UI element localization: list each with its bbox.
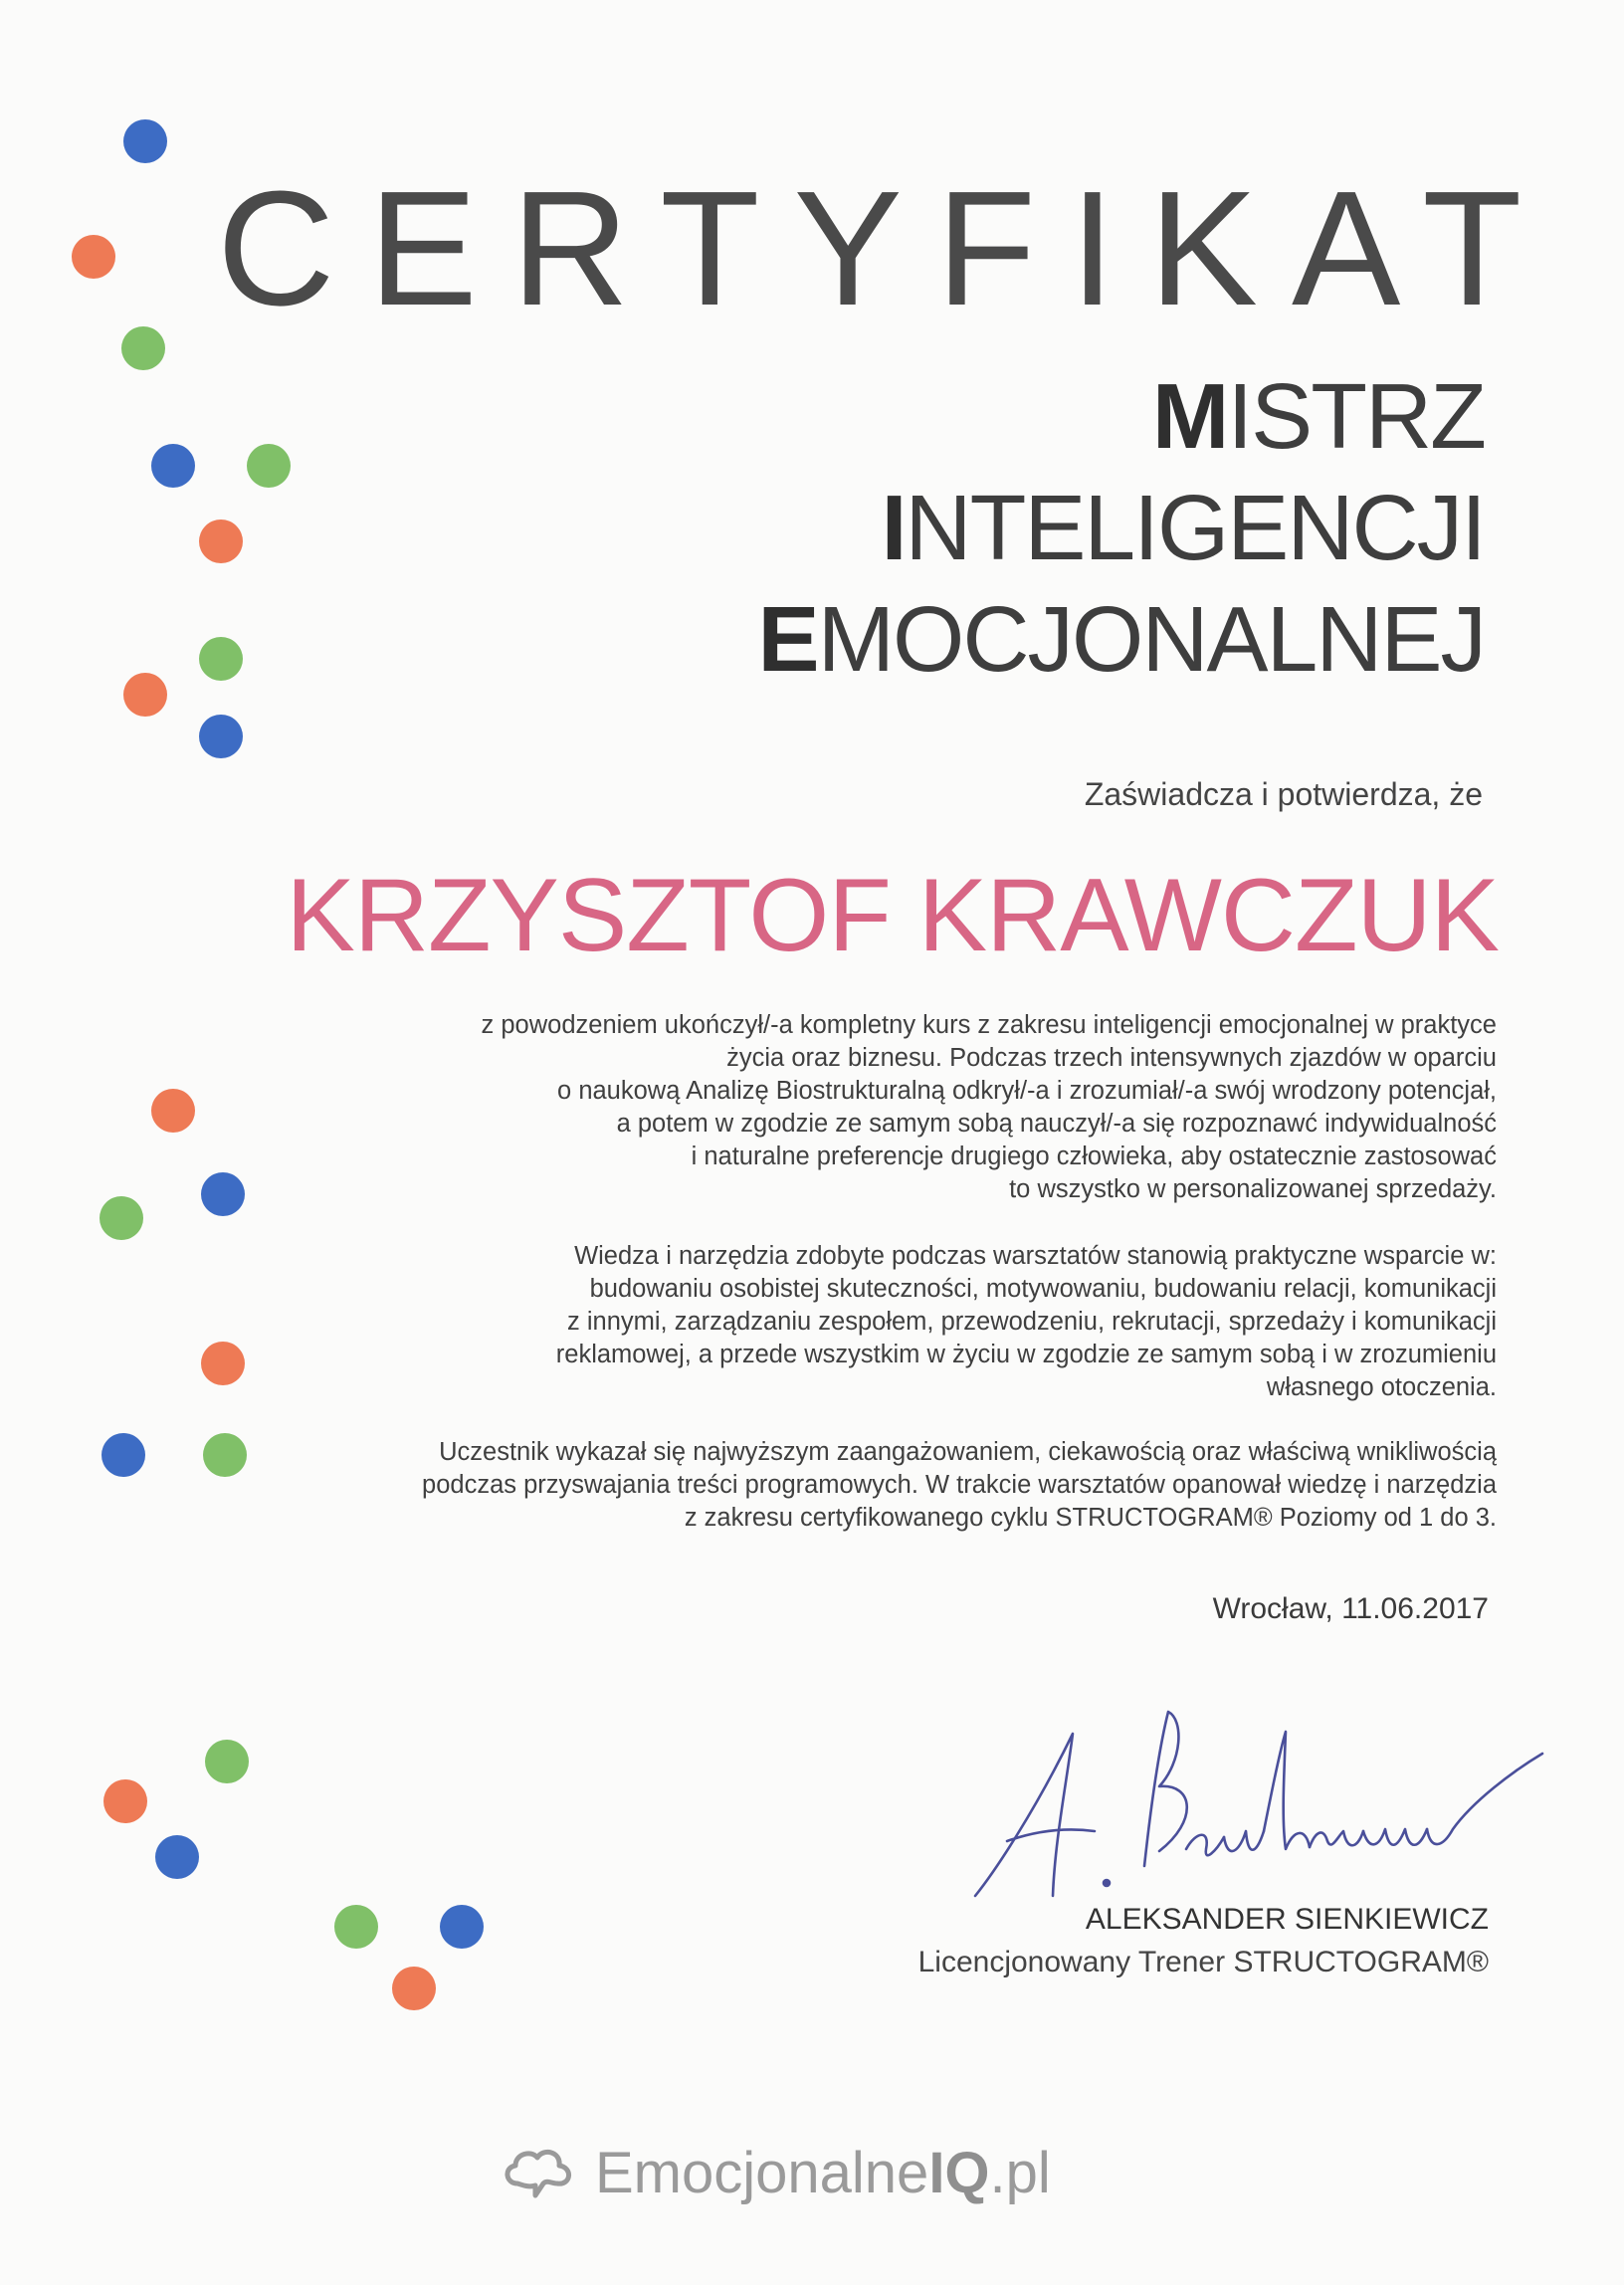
- dot: [199, 519, 243, 563]
- degree-line: INTELIGENCJI: [881, 476, 1485, 579]
- dot: [103, 1779, 147, 1823]
- signer-name: ALEKSANDER SIENKIEWICZ: [1085, 1903, 1489, 1936]
- dot: [199, 637, 243, 681]
- certificate-heading: CERTYFIKAT: [217, 157, 1556, 339]
- dot: [201, 1172, 245, 1216]
- body-paragraph: Uczestnik wykazał się najwyższym zaangażowaniem, ciekawością oraz właściwą wnikliwością podczas przyswajania treści programowych. W trakcie warsztatów opanował wiedzę i narzędzia z zakresu certyfikowanego cyklu STRUCTOGRAM® Poziomy od 1 do 3.: [422, 1438, 1497, 1532]
- dot: [102, 1433, 145, 1477]
- place-and-date: Wrocław, 11.06.2017: [1212, 1592, 1489, 1625]
- degree-title: [758, 360, 1485, 695]
- body-paragraph: Wiedza i narzędzia zdobyte podczas warsztatów stanowią praktyczne wsparcie w: budowaniu osobistej skuteczności, motywowaniu, budowaniu relacji, komunikacji z innymi, zarządzaniu zespołem, przewodzeniu, rekrutacji, sprzedaży i komunikacji reklamowej, a przede wszystkim w życiu w zgodzie ze samym sobą i w zrozumieniu własnego otoczenia.: [555, 1242, 1497, 1401]
- dot: [247, 444, 291, 488]
- degree-line: EMOCJONALNEJ: [757, 587, 1485, 691]
- dot: [72, 235, 115, 279]
- handwritten-signature: [955, 1692, 1552, 1936]
- signer-title: Licencjonowany Trener STRUCTOGRAM®: [917, 1946, 1489, 1978]
- dot: [203, 1433, 247, 1477]
- dot: [392, 1967, 436, 2010]
- recipient-name: KRZYSZTOF KRAWCZUK: [286, 858, 1499, 973]
- dot: [123, 673, 167, 717]
- dot: [199, 715, 243, 758]
- dot: [123, 119, 167, 163]
- footer-logo: [500, 2140, 1051, 2206]
- dot: [121, 326, 165, 370]
- degree-line: MISTRZ: [1151, 364, 1485, 468]
- body-paragraph: z powodzeniem ukończył/-a kompletny kurs z zakresu inteligencji emocjonalnej w praktyce życia oraz biznesu. Podczas trzech intensywnych zjazdów w oparciu o naukową Analizę Biostrukturalną odkrył/-a i zrozumiał/-a swój wrodzony potencjał, a potem w zgodzie ze samym sobą nauczył/-a się rozpoznawć indywidualność i naturalne preferencje drugiego człowieka, aby ostatecznie zastosować to wszystko w personalizowanej sprzedaży.: [481, 1011, 1497, 1203]
- attestation-text: Zaświadcza i potwierdza, że: [1084, 776, 1483, 812]
- dot: [151, 1089, 195, 1133]
- dot: [205, 1740, 249, 1783]
- dot: [440, 1905, 484, 1949]
- dot: [155, 1835, 199, 1879]
- cloud-brain-icon: [500, 2144, 577, 2203]
- logo-wordmark: EmocjonalneIQ.pl: [595, 2141, 1051, 2205]
- dot: [334, 1905, 378, 1949]
- dot: [151, 444, 195, 488]
- dot: [100, 1196, 143, 1240]
- dot: [201, 1342, 245, 1385]
